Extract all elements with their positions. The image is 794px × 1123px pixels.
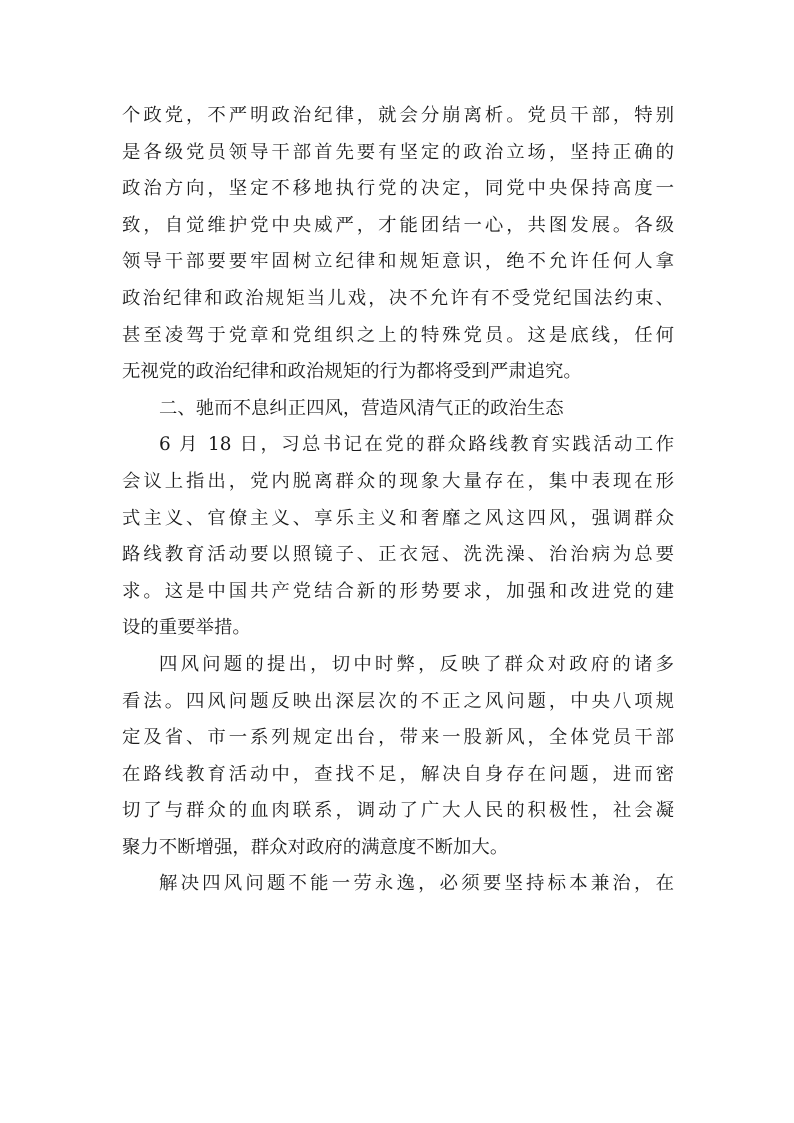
paragraph-problem-analysis — [122, 647, 674, 867]
text-line: 解决四风问题不能一劳永逸，必须要坚持标本兼治，在 — [159, 873, 674, 895]
text-line: 求。这是中国共产党结合新的形势要求，加强和改进党的建 — [122, 580, 674, 602]
heading-text: 二、驰而不息纠正四风，营造风清气正的政治生态 — [159, 397, 564, 419]
text-line: 在路线教育活动中，查找不足，解决自身存在问题，进而密 — [122, 763, 674, 785]
text-line: 甚至凌驾于党章和党组织之上的特殊党员。这是底线，任何 — [122, 324, 674, 346]
text-line: 路线教育活动要以照镜子、正衣冠、洗洗澡、治治病为总要 — [122, 544, 674, 566]
text-line: 切了与群众的血肉联系，调动了广大人民的积极性，社会凝 — [122, 800, 674, 822]
text-line: 式主义、官僚主义、享乐主义和奢靡之风这四风，强调群众 — [122, 507, 674, 529]
text-line: 会议上指出，党内脱离群众的现象大量存在，集中表现在形 — [122, 470, 674, 492]
paragraph-discipline — [122, 98, 674, 391]
paragraph-four-winds — [122, 427, 674, 647]
text-line: 政治纪律和政治规矩当儿戏，决不允许有不受党纪国法约束、 — [122, 287, 674, 309]
paragraph-solution — [122, 866, 674, 903]
text-line: 看法。四风问题反映出深层次的不正之风问题，中央八项规 — [122, 690, 674, 712]
text-line: 致，自觉维护党中央威严，才能团结一心，共图发展。各级 — [122, 214, 674, 236]
text-line: 是各级党员领导干部首先要有坚定的政治立场，坚持正确的 — [122, 141, 674, 163]
text-line: 聚力不断增强，群众对政府的满意度不断加大。 — [122, 836, 509, 858]
text-line: 政治方向，坚定不移地执行党的决定，同党中央保持高度一 — [122, 178, 674, 200]
text-line: 定及省、市一系列规定出台，带来一股新风，全体党员干部 — [122, 727, 674, 749]
text-line: 四风问题的提出，切中时弊，反映了群众对政府的诸多 — [159, 653, 674, 675]
text-line: 无视党的政治纪律和政治规矩的行为都将受到严肃追究。 — [122, 361, 582, 383]
text-line: 领导干部要要牢固树立纪律和规矩意识，绝不允许任何人拿 — [122, 251, 674, 273]
section-heading — [122, 391, 674, 428]
document-body — [122, 98, 674, 903]
text-line: 6 月 18 日，习总书记在党的群众路线教育实践活动工作 — [159, 434, 674, 456]
text-line: 设的重要举措。 — [122, 617, 251, 639]
text-line: 个政党，不严明政治纪律，就会分崩离析。党员干部，特别 — [122, 105, 674, 126]
